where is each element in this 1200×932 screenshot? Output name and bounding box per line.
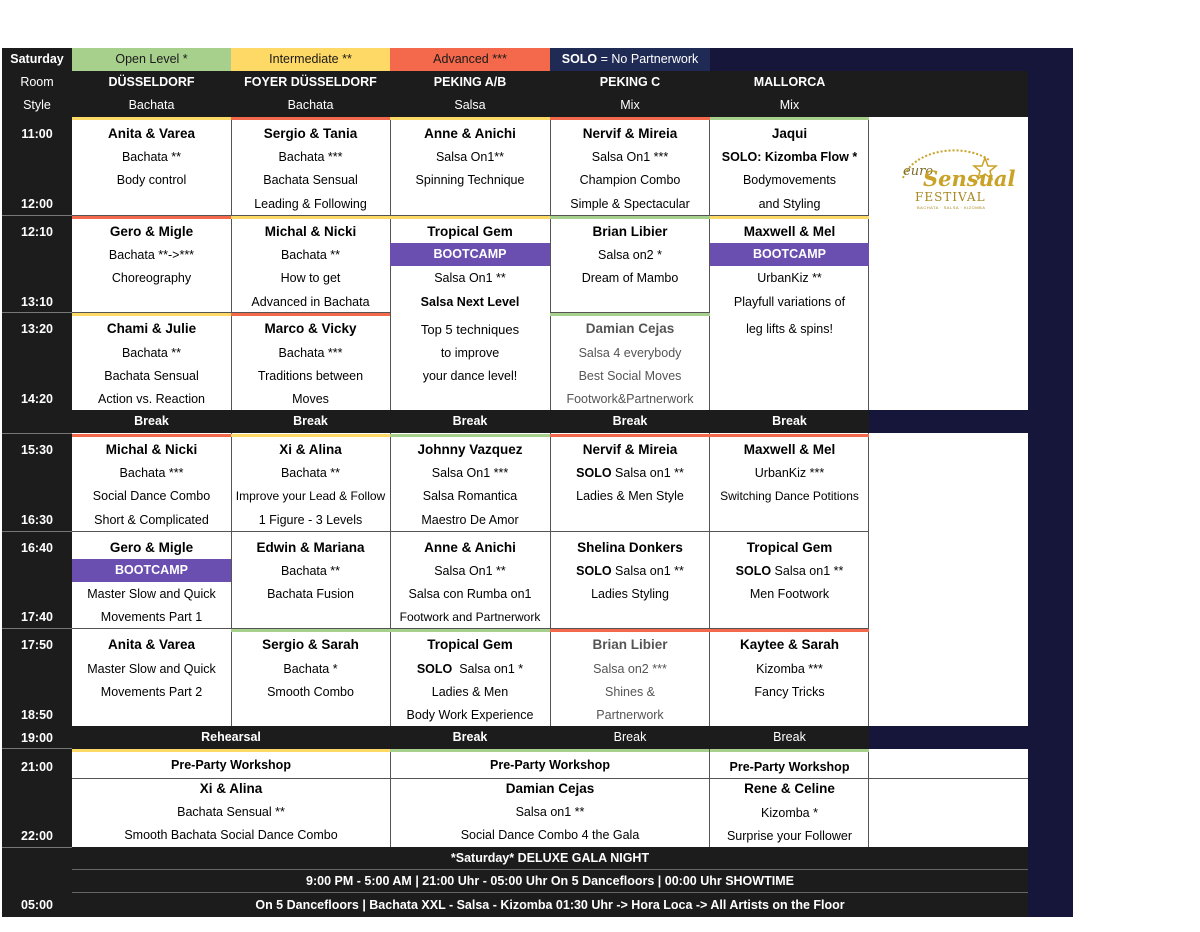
class-topic: Bachata Fusion	[267, 586, 354, 601]
room-2: FOYER DÜSSELDORF	[231, 71, 390, 94]
solo-marker: SOLO	[416, 661, 453, 676]
class-level-text: Salsa on1 *	[459, 661, 524, 676]
workshop-title: Pre-Party Workshop	[171, 757, 291, 772]
class-level: Bachata **	[121, 149, 182, 164]
level-strip	[231, 117, 390, 120]
time-divider	[2, 215, 72, 216]
break-cell: Break	[710, 410, 869, 433]
class-topic: Short & Complicated	[94, 512, 209, 527]
class-level: Salsa On1 **	[434, 270, 506, 285]
level-strip	[72, 216, 231, 219]
class-topic: Body Work Experience	[406, 707, 534, 722]
instructor-name: Michal & Nicki	[264, 224, 357, 240]
class-topic: Switching Dance Potitions	[720, 489, 859, 503]
level-strip	[390, 749, 709, 752]
row-divider	[72, 778, 1028, 779]
break-filler	[869, 726, 1028, 749]
class-level	[390, 661, 550, 677]
class-topic: Salsa Next Level	[420, 294, 520, 309]
instructor-name: Anne & Anichi	[424, 540, 516, 556]
level-strip	[72, 117, 231, 120]
instructor-name: Damian Cejas	[585, 321, 675, 337]
style-label: Style	[2, 94, 72, 117]
class-topic: Action vs. Reaction	[98, 391, 205, 406]
instructor-name: Nervif & Mireia	[582, 442, 678, 458]
instructor-name: Damian Cejas	[505, 781, 595, 797]
class-topic: Footwork and Partnerwork	[399, 610, 541, 624]
room-5: MALLORCA	[710, 71, 869, 94]
room-label: Room	[2, 71, 72, 94]
class-topic: Movements Part 2	[100, 684, 203, 699]
body-afternoon-empty	[869, 433, 1028, 727]
logo-tagline: BACHATA · SALSA · KIZOMBA	[917, 205, 986, 210]
class-topic: Ladies & Men	[431, 684, 509, 699]
class-level: Bachata **->***	[108, 247, 195, 262]
class-topic: Champion Combo	[579, 172, 681, 187]
legend-intermediate: Intermediate **	[231, 48, 390, 71]
instructor-name: Sergio & Sarah	[262, 637, 359, 653]
class-level: Salsa On1 ***	[591, 149, 669, 164]
class-topic: and Styling	[758, 196, 821, 211]
class-topic: Playfull variations of	[733, 294, 846, 309]
instructor-name: Chami & Julie	[106, 321, 197, 337]
instructor-name: Gero & Migle	[109, 540, 194, 556]
class-topic: Master Slow and Quick	[87, 586, 216, 601]
time-label: 05:00	[21, 897, 53, 912]
instructor-name: Edwin & Mariana	[256, 540, 365, 556]
class-level: Bachata ***	[278, 149, 343, 164]
class-topic: Men Footwork	[749, 586, 830, 601]
instructor-name: Shelina Donkers	[577, 540, 683, 556]
instructor-name: Rene & Celine	[744, 781, 835, 797]
class-topic: Fancy Tricks	[754, 684, 825, 699]
time-label: 11:00	[21, 126, 53, 141]
level-strip	[72, 313, 231, 316]
class-topic: Smooth Combo	[267, 684, 354, 699]
style-5: Mix	[710, 94, 869, 117]
level-strip	[72, 749, 390, 752]
level-strip	[550, 434, 710, 437]
instructor-name: Anita & Varea	[107, 126, 196, 142]
time-divider	[2, 312, 72, 313]
class-level: Salsa on2 ***	[593, 661, 667, 676]
break-cell: Break	[550, 726, 710, 749]
break-cell: Break	[231, 410, 390, 433]
gala-title: *Saturday* DELUXE GALA NIGHT	[72, 847, 1028, 870]
instructor-name: Nervif & Mireia	[582, 126, 678, 142]
time-label: 15:30	[21, 442, 53, 457]
level-strip	[231, 313, 390, 316]
style-1: Bachata	[72, 94, 231, 117]
time-label: 21:00	[21, 759, 53, 774]
time-label: 12:00	[21, 196, 53, 211]
class-topic: Smooth Bachata Social Dance Combo	[124, 827, 338, 842]
class-topic: Bachata Sensual	[104, 368, 199, 383]
solo-marker: SOLO	[576, 563, 612, 578]
instructor-name: Johnny Vazquez	[417, 442, 523, 458]
class-topic: Traditions between	[257, 368, 364, 383]
instructor-name: Maxwell & Mel	[743, 224, 836, 240]
time-label: 19:00	[21, 730, 53, 745]
level-strip	[550, 117, 710, 120]
class-level	[710, 563, 869, 579]
class-level-text: Salsa on1 **	[615, 465, 684, 480]
class-topic: Improve your Lead & Follow	[235, 489, 386, 503]
class-topic: to improve	[440, 345, 500, 360]
bootcamp-badge: BOOTCAMP	[390, 243, 550, 266]
class-topic: Simple & Spectacular	[570, 196, 690, 211]
festival-logo	[893, 140, 1016, 215]
time-divider	[2, 433, 72, 434]
class-level: Bachata **	[280, 465, 341, 480]
instructor-name: Maxwell & Mel	[743, 442, 836, 458]
level-strip	[231, 216, 390, 219]
workshop-title: Pre-Party Workshop	[490, 757, 610, 772]
class-level: Bachata **	[280, 247, 341, 262]
time-label: 16:30	[21, 512, 53, 527]
time-label: 13:20	[21, 321, 53, 336]
time-label: 18:50	[21, 707, 53, 722]
break-cell: Break	[390, 410, 550, 433]
legend-solo	[550, 48, 710, 71]
class-topic: 1 Figure - 3 Levels	[258, 512, 363, 527]
class-level: Bachata ***	[278, 345, 343, 360]
style-empty	[869, 94, 1028, 117]
level-strip	[72, 434, 231, 437]
class-topic: Bachata Sensual	[263, 172, 358, 187]
class-topic: Surprise your Follower	[726, 828, 853, 843]
solo-marker: SOLO	[735, 563, 772, 578]
class-level: Bachata **	[280, 563, 341, 578]
class-topic: Dream of Mambo	[581, 270, 679, 285]
level-strip	[550, 629, 710, 632]
class-topic: Footwork&Partnerwork	[566, 391, 694, 406]
class-level: Bachata ***	[119, 465, 184, 480]
class-level-text: Salsa on1 **	[615, 563, 684, 578]
class-topic: your dance level!	[422, 368, 518, 383]
level-strip	[390, 629, 550, 632]
time-label: 14:20	[21, 391, 53, 406]
instructor-name: Jaqui	[771, 126, 808, 142]
row-divider	[72, 531, 869, 532]
instructor-name: Gero & Migle	[109, 224, 194, 240]
level-strip	[710, 749, 869, 752]
class-topic: Master Slow and Quick	[87, 661, 216, 676]
class-level: Salsa On1 ***	[431, 465, 509, 480]
legend-advanced: Advanced ***	[390, 48, 550, 71]
gala-details: On 5 Dancefloors | Bachata XXL - Salsa - Kizomba 01:30 Uhr -> Hora Loca -> All Artists on the Floor	[72, 893, 1028, 917]
class-topic: How to get	[280, 270, 341, 285]
class-topic: Ladies Styling	[591, 586, 669, 601]
level-strip	[390, 434, 550, 437]
level-strip	[390, 117, 550, 120]
level-strip	[710, 117, 869, 120]
instructor-name: Marco & Vicky	[264, 321, 357, 337]
solo-marker: SOLO	[576, 465, 612, 480]
instructor-name: Anita & Varea	[107, 637, 196, 653]
break-cell: Break	[390, 726, 550, 749]
break-cell: Break	[72, 410, 231, 433]
gala-divider	[72, 892, 1028, 893]
logo-euro: euro	[903, 164, 934, 179]
class-topic: Shines &	[604, 684, 656, 699]
level-strip	[550, 216, 710, 219]
workshop-title: Pre-Party Workshop	[729, 759, 850, 774]
class-level	[550, 465, 710, 481]
room-empty	[869, 71, 1028, 94]
instructor-name: Michal & Nicki	[105, 442, 198, 458]
class-topic: Social Dance Combo	[92, 488, 211, 503]
class-level: Salsa 4 everybody	[578, 345, 682, 360]
instructor-name: Tropical Gem	[427, 637, 513, 653]
class-level-text: Salsa on1 **	[774, 563, 844, 578]
break-cell: Break	[550, 410, 710, 433]
instructor-name: Anne & Anichi	[424, 126, 516, 142]
bootcamp-badge: BOOTCAMP	[72, 559, 231, 582]
bootcamp-badge: BOOTCAMP	[710, 243, 869, 266]
class-topic: Best Social Moves	[578, 368, 682, 383]
class-topic: Salsa Romantica	[422, 488, 518, 503]
class-level: Salsa on1 **	[515, 804, 585, 819]
header-filler	[710, 48, 1073, 71]
instructor-name: Kaytee & Sarah	[739, 637, 840, 653]
level-strip	[710, 434, 869, 437]
level-strip	[231, 629, 390, 632]
gala-time: 9:00 PM - 5:00 AM | 21:00 Uhr - 05:00 Uhr On 5 Dancefloors | 00:00 Uhr SHOWTIME	[72, 870, 1028, 893]
class-level: Bachata Sensual **	[177, 804, 285, 819]
instructor-name: Tropical Gem	[427, 224, 513, 240]
class-level: Salsa on2 *	[598, 247, 662, 262]
logo-sensual: Sensual	[923, 166, 1016, 191]
room-1: DÜSSELDORF	[72, 71, 231, 94]
logo-festival: FESTIVAL	[915, 190, 986, 204]
class-level: SOLO: Kizomba Flow *	[721, 149, 858, 164]
class-topic: Ladies & Men Style	[576, 488, 684, 503]
time-label: 13:10	[21, 294, 53, 309]
instructor-name: Brian Libier	[592, 637, 668, 653]
class-topic: Movements Part 1	[100, 609, 203, 624]
class-level: Kizomba ***	[756, 661, 823, 676]
time-label: 17:50	[21, 637, 53, 652]
level-strip	[550, 313, 710, 316]
class-topic: Leading & Following	[254, 196, 367, 211]
class-topic: Moves	[292, 391, 329, 406]
class-topic: Body control	[116, 172, 187, 187]
break-filler	[869, 410, 1028, 433]
time-label: 16:40	[21, 540, 53, 555]
class-level: Bachata **	[121, 345, 182, 360]
day-label: Saturday	[2, 48, 72, 71]
room-4: PEKING C	[550, 71, 710, 94]
time-divider	[2, 628, 72, 629]
level-strip	[710, 629, 869, 632]
level-strip	[710, 216, 869, 219]
class-level: UrbanKiz ***	[754, 465, 825, 480]
instructor-name: Tropical Gem	[746, 540, 833, 556]
class-level: Salsa On1**	[435, 149, 505, 164]
class-topic: Top 5 techniques	[420, 321, 520, 337]
class-topic: Spinning Technique	[415, 172, 525, 187]
style-3: Salsa	[390, 94, 550, 117]
instructor-name: Xi & Alina	[279, 442, 342, 458]
instructor-name: Sergio & Tania	[263, 126, 358, 142]
instructor-name: Xi & Alina	[199, 781, 263, 797]
time-label: 17:40	[21, 609, 53, 624]
time-divider	[2, 847, 72, 848]
class-level: Kizomba *	[761, 805, 818, 820]
gala-divider	[72, 869, 1028, 870]
class-topic: Social Dance Combo 4 the Gala	[460, 827, 640, 842]
class-topic: Advanced in Bachata	[251, 294, 370, 309]
break-cell: Break	[710, 726, 869, 749]
class-topic: Salsa con Rumba on1	[408, 586, 532, 601]
class-topic: leg lifts & spins!	[746, 321, 833, 336]
class-level	[550, 563, 710, 579]
room-3: PEKING A/B	[390, 71, 550, 94]
style-4: Mix	[550, 94, 710, 117]
legend-solo-bold: SOLO	[561, 52, 598, 67]
time-label: 22:00	[21, 828, 53, 843]
class-topic: Choreography	[111, 270, 192, 285]
level-strip	[231, 434, 390, 437]
class-level: Salsa On1 **	[434, 563, 506, 578]
class-level: UrbanKiz **	[757, 270, 822, 285]
class-topic: Bodymovements	[742, 172, 837, 187]
style-2: Bachata	[231, 94, 390, 117]
time-divider	[2, 748, 72, 749]
level-strip	[390, 216, 550, 219]
legend-solo-text: = No Partnerwork	[597, 52, 699, 67]
instructor-name: Brian Libier	[592, 224, 668, 240]
class-level: Bachata *	[283, 661, 338, 676]
right-frame	[1028, 71, 1073, 917]
rehearsal-cell: Rehearsal	[72, 726, 390, 749]
legend-open: Open Level *	[72, 48, 231, 71]
class-topic: Partnerwork	[596, 707, 664, 722]
time-label: 12:10	[21, 224, 53, 239]
time-divider	[2, 531, 72, 532]
class-topic: Maestro De Amor	[421, 512, 519, 527]
